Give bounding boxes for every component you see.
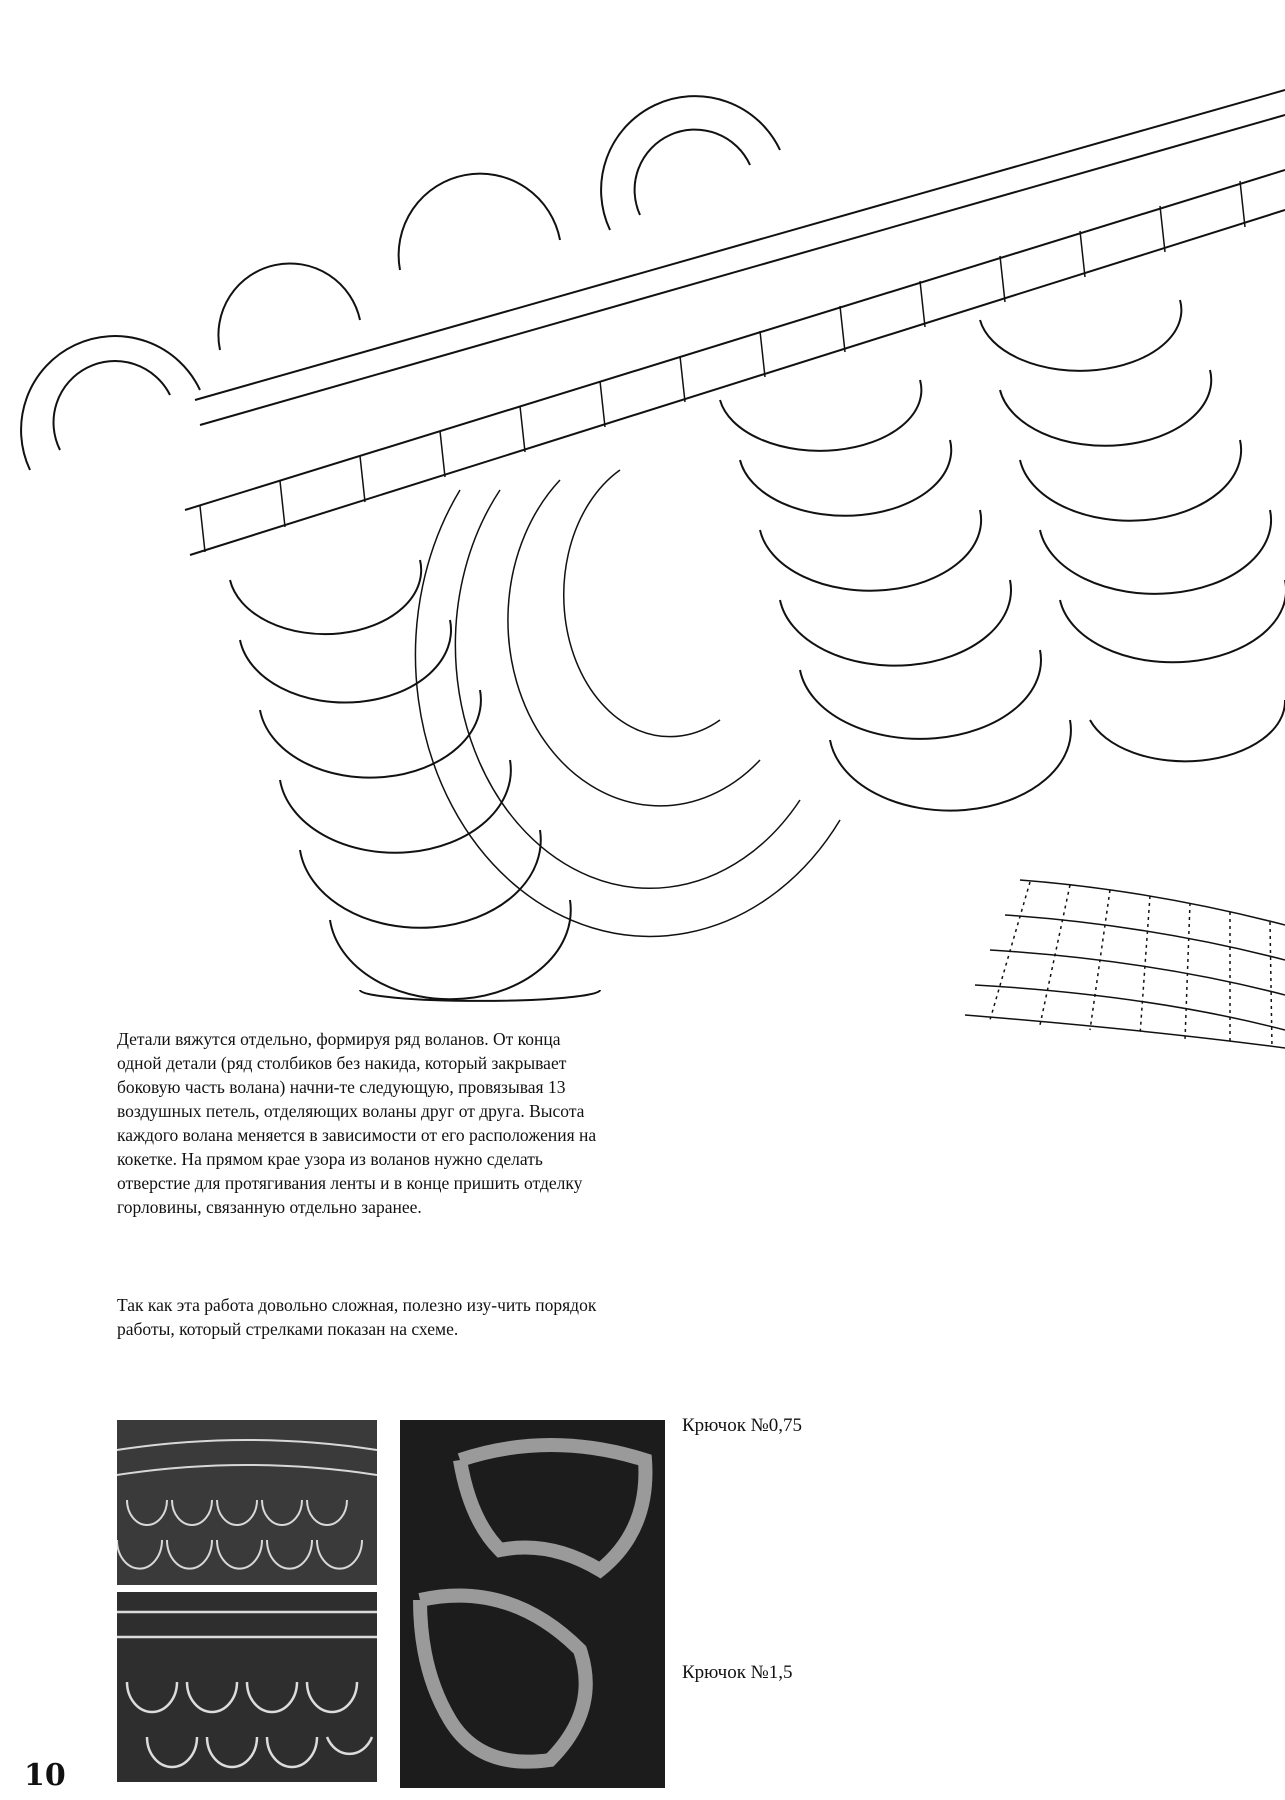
collar-chain-diagram bbox=[960, 870, 1285, 1050]
instruction-paragraph-2: Так как эта работа довольно сложная, полезно изу-чить порядок работы, который стрелками показан на схеме. bbox=[117, 1295, 597, 1339]
lower-band bbox=[185, 170, 1285, 555]
right-flounce-cascade bbox=[720, 300, 1285, 811]
lace-photo-bottom bbox=[117, 1592, 377, 1782]
upper-band bbox=[195, 90, 1285, 425]
instruction-paragraph-1: Детали вяжутся отдельно, формируя ряд воланов. От конца одной детали (ряд столбиков без накида, который закрывает боковую часть волана) начни-те следующую, провязывая 13 воздушных петель, отделяющих воланы друг от друга. Высота каждого волана меняется в зависимости от его расположения на кокетке. На прямом крае узора из воланов нужно сделать отверстие для протягивания ленты и в конце пришить отделку горловины, связанную отдельно заранее. bbox=[117, 1029, 597, 1217]
lace-photo-top bbox=[117, 1420, 377, 1585]
page-number: 10 bbox=[24, 1758, 66, 1793]
fan-stitch-pattern bbox=[415, 470, 840, 936]
hook-size-label-2: Крючок №1,5 bbox=[682, 1662, 793, 1683]
left-flounce-cascade bbox=[230, 560, 600, 1001]
collars-photo bbox=[400, 1420, 665, 1788]
band-rungs bbox=[200, 181, 1245, 552]
hook-size-label-1: Крючок №0,75 bbox=[682, 1415, 803, 1436]
top-scallops bbox=[21, 96, 780, 470]
